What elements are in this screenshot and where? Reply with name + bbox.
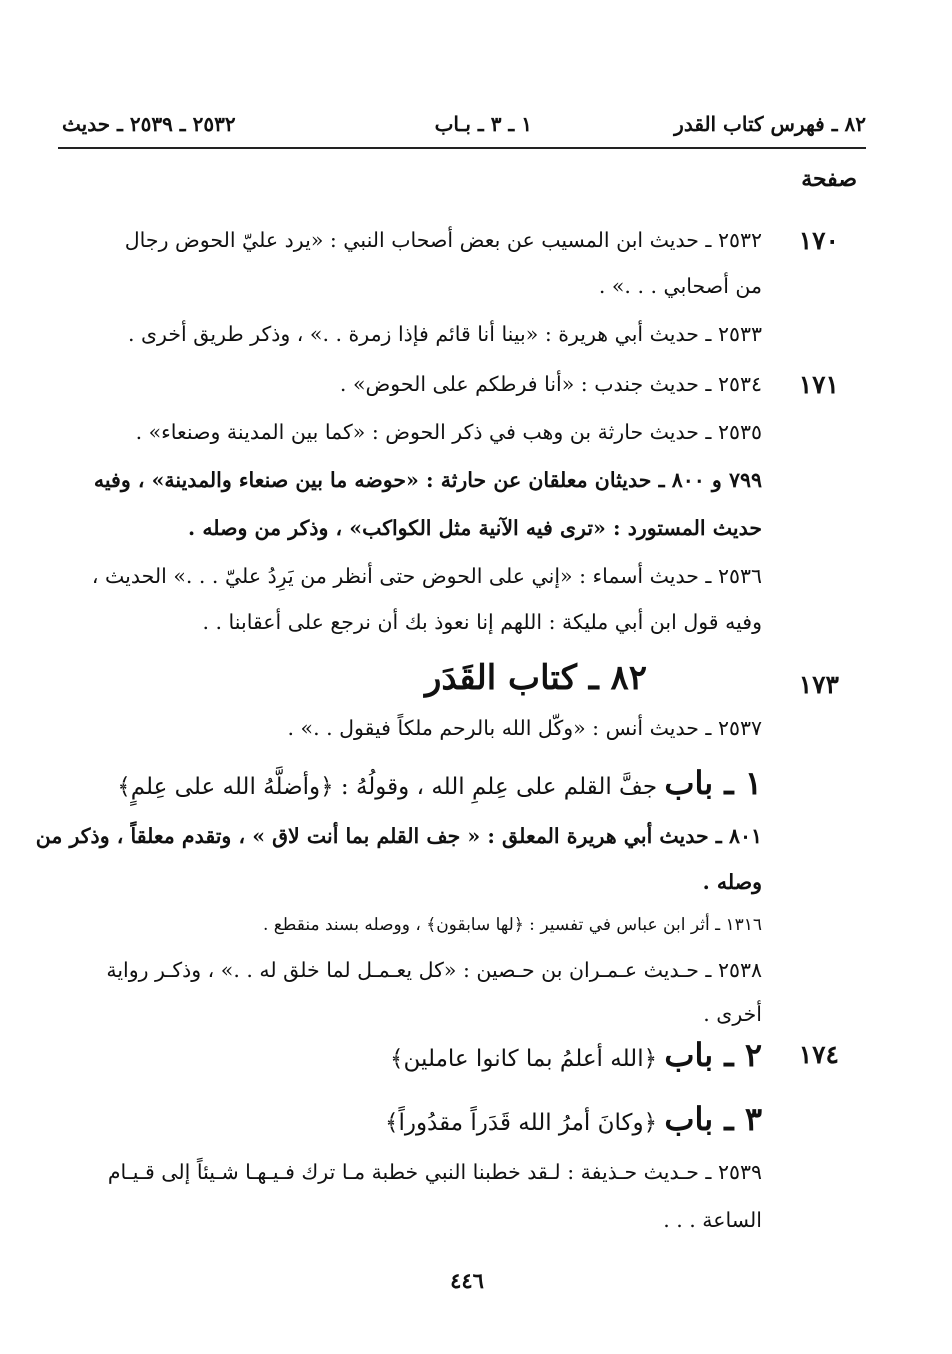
entry-line: ٨٠١ ـ حديث أبي هريرة المعلق : « جف القلم بما أنت لاق » ، وتقدم معلقاً ، وذكر من (35, 824, 762, 848)
entry-line: ٢٥٣٨ ـ حـديث عـمـران بن حـصين : «كل يعـمـل لما خلق له . .» ، وذكـر رواية (106, 958, 762, 982)
running-header-range: ٢٥٣٢ ـ ٢٥٣٩ ـ حديث (62, 112, 236, 136)
entry-line: ١٣١٦ ـ أثر ابن عباس في تفسير : ﴿لها سابقون﴾ ، ووصله بسند منقطع . (262, 915, 762, 935)
entry-line: ٢٥٣٣ ـ حديث أبي هريرة : «بينا أنا قائم فإذا زمرة . .» ، وذكر طريق أخرى . (127, 322, 762, 346)
entry-line: وفيه قول ابن أبي مليكة : اللهم إنا نعوذ بك أن نرجع على أعقابنا . . (202, 610, 762, 634)
entry-line: وصله . (702, 870, 762, 894)
entry-line: ٢٥٣٤ ـ حديث جندب : «أنا فرطكم على الحوض» . (339, 372, 762, 396)
entry-line: ٢٥٣٧ ـ حديث أنس : «وكّل الله بالرحم ملكاً فيقول . .» . (287, 716, 762, 740)
bab-heading-1 (117, 764, 762, 802)
entry-line: ٢٥٣٦ ـ حديث أسماء : «إني على الحوض حتى أنظر من يَرِدُ عليّ . . .» الحديث ، (91, 564, 762, 588)
bab-label: ٣ ـ باب (664, 1100, 762, 1138)
bab-text: ﴿وكانَ أمرُ الله قَدَراً مقدُوراً﴾ (384, 1110, 658, 1136)
bab-text: ﴿الله أعلمُ بما كانوا عاملين﴾ (390, 1046, 658, 1072)
entry-line: حديث المستورد : «ترى فيه الآنية مثل الكواكب» ، وذكر من وصله . (188, 516, 762, 540)
entry-line: ٢٥٣٢ ـ حديث ابن المسيب عن بعض أصحاب النبي : «يرد عليّ الحوض رجال (124, 228, 762, 252)
entry-line: ٢٥٣٩ ـ حـديث حـذيفة : لـقد خطبنا النبي خطبة مـا ترك فـيـهـا شـيئاً إلى قـيـام (107, 1160, 762, 1184)
page-column-label: صفحة (801, 166, 857, 192)
footer-page-number: ٤٤٦ (450, 1268, 484, 1293)
running-header-section: ١ ـ ٣ ـ بـاب (434, 112, 532, 136)
bab-label: ١ ـ باب (664, 764, 762, 802)
entry-line: أخرى . (703, 1002, 762, 1026)
bab-label: ٢ ـ باب (664, 1036, 762, 1074)
running-header-title: ٨٢ ـ فهرس كتاب القدر (674, 112, 866, 136)
bab-heading-2 (390, 1036, 762, 1074)
bab-heading-3 (385, 1100, 762, 1138)
page-number-171: ١٧١ (798, 370, 839, 399)
book-title: ٨٢ ـ كتاب القَدَر (424, 658, 648, 698)
header-rule (58, 147, 866, 149)
entry-line: ٧٩٩ و ٨٠٠ ـ حديثان معلقان عن حارثة : «حوضه ما بين صنعاء والمدينة» ، وفيه (93, 468, 762, 492)
entry-line: الساعة . . . (663, 1208, 762, 1232)
entry-line: ٢٥٣٥ ـ حديث حارثة بن وهب في ذكر الحوض : «كما بين المدينة وصنعاء» . (135, 420, 762, 444)
bab-text: جفَّ القلم على عِلمِ الله ، وقولُهُ : ﴿وأضلَّهُ الله على عِلمٍ﴾ (117, 774, 658, 800)
page-number-174: ١٧٤ (798, 1040, 839, 1069)
page-number-170: ١٧٠ (798, 226, 839, 255)
entry-line: من أصحابي . . .» . (598, 274, 762, 298)
page-number-173: ١٧٣ (798, 670, 839, 699)
